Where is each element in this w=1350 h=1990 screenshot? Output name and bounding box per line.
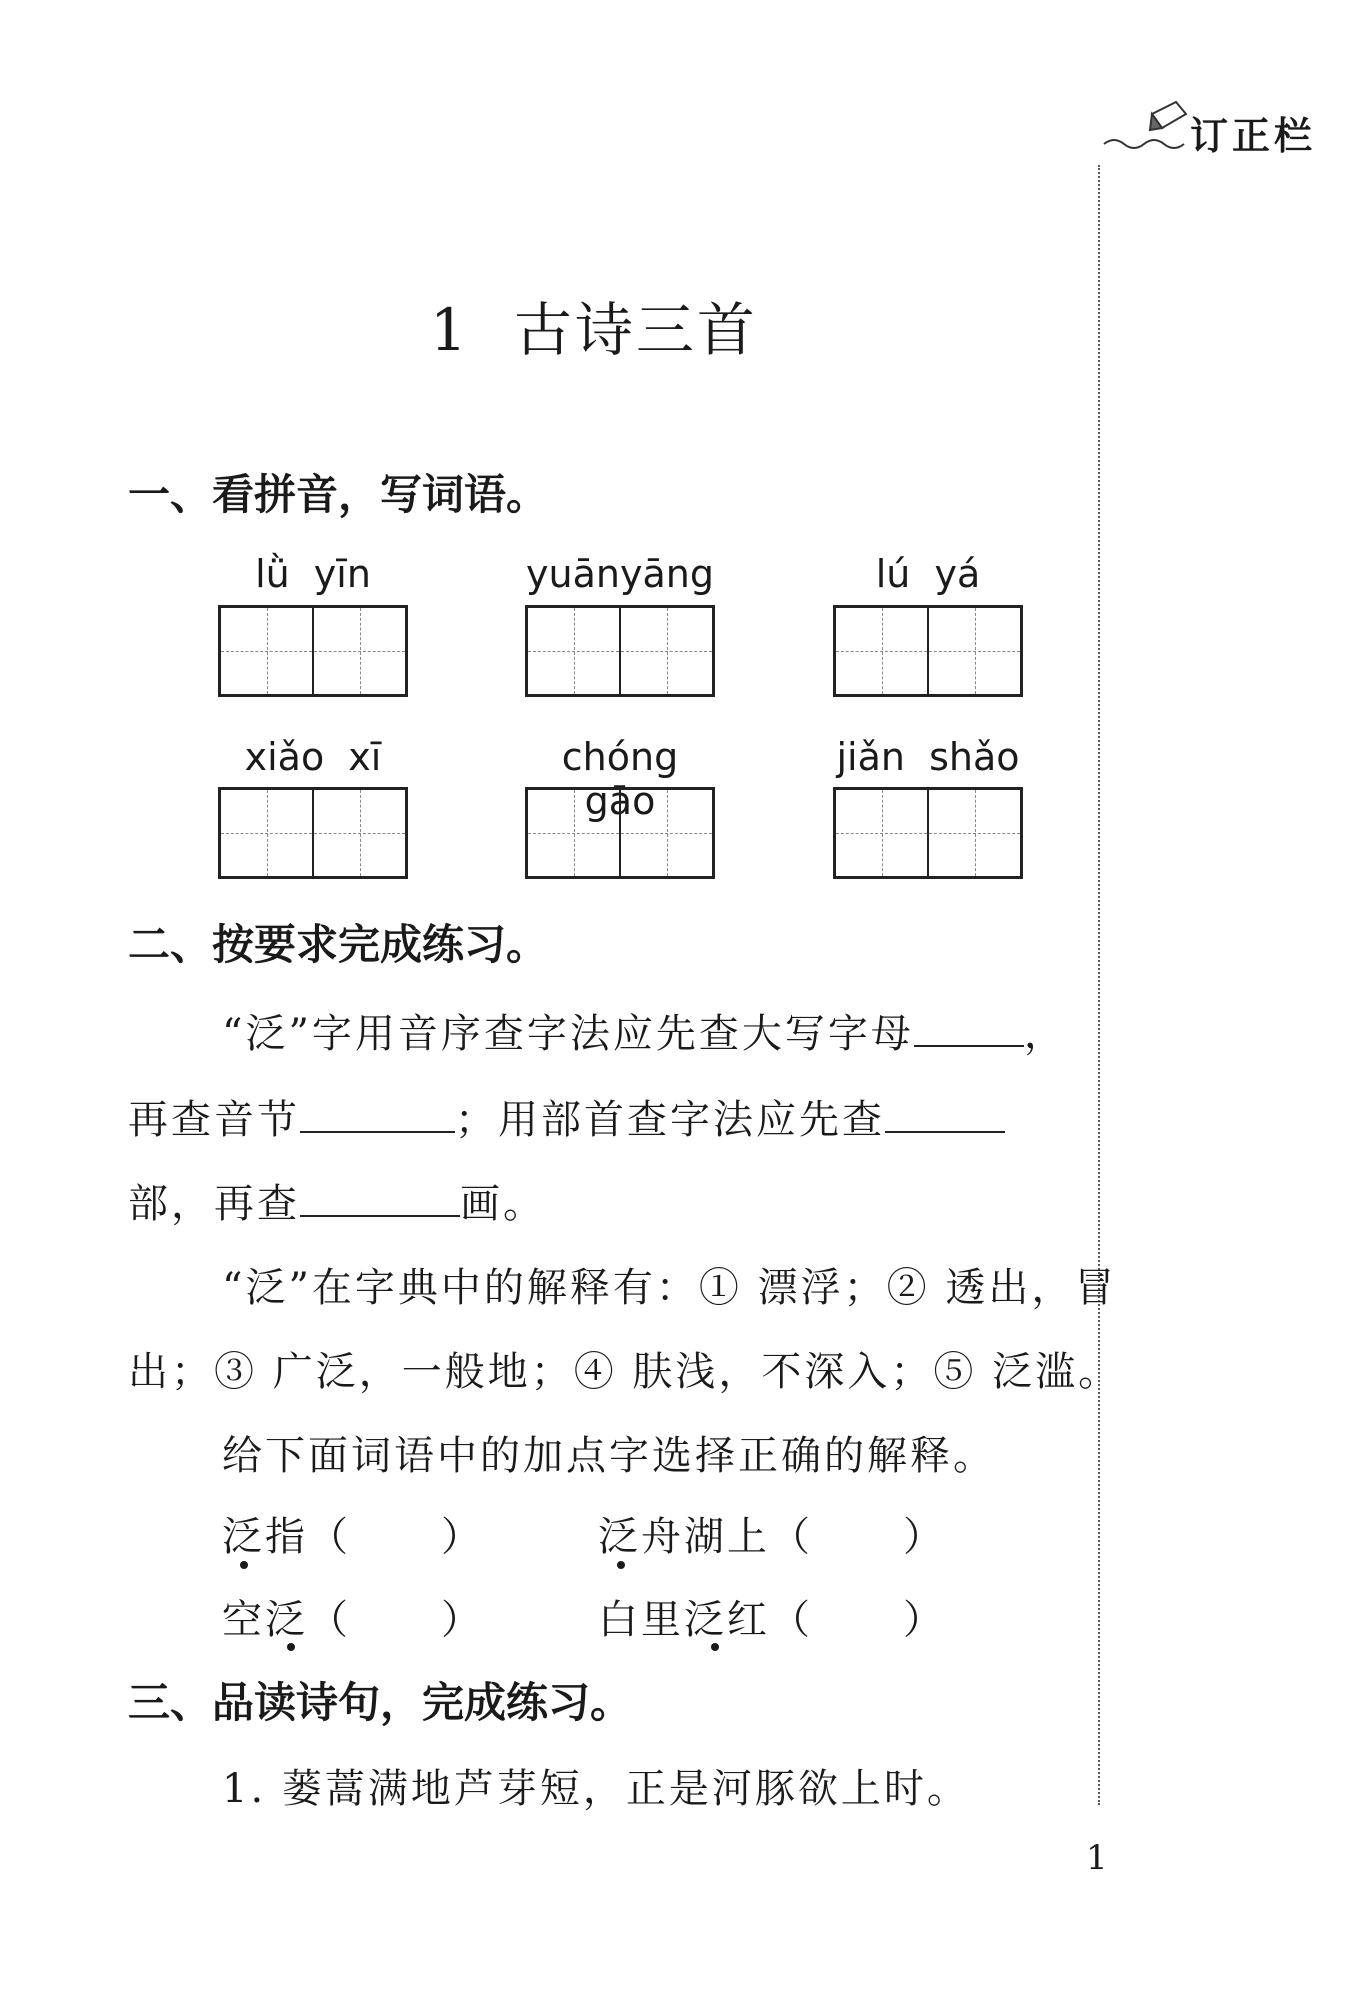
correction-column-title: 订正栏	[1190, 114, 1317, 158]
exercise-text: “泛”字用音序查字法应先查大写字母	[222, 1011, 914, 1057]
writing-grid[interactable]	[525, 787, 715, 879]
section-heading-1: 一、看拼音，写词语。	[128, 470, 549, 519]
exercise-text: 画。	[460, 1181, 546, 1227]
pinyin-label: xiǎo xī	[244, 735, 382, 779]
choice-item	[222, 1505, 484, 1562]
exercise-line	[128, 1172, 546, 1229]
answer-blank[interactable]	[914, 1005, 1024, 1047]
pinyin-label: jiǎn shǎo	[836, 735, 1020, 779]
answer-blank[interactable]	[885, 1091, 1005, 1133]
paren-close: ）	[903, 1597, 946, 1643]
pinyin-label: chóng gāo	[561, 735, 679, 823]
emphasis-dot	[711, 1643, 719, 1651]
choice-word: 泛舟湖上	[598, 1514, 770, 1560]
paren-close: ）	[903, 1514, 946, 1560]
exercise-line	[222, 1002, 1067, 1059]
lesson-title-text: 古诗三首	[513, 296, 758, 364]
pencil-icon	[1100, 96, 1195, 156]
lesson-number: 1	[430, 296, 470, 364]
section-heading-2: 二、按要求完成练习。	[128, 920, 549, 969]
writing-grid[interactable]	[525, 605, 715, 697]
pinyin-label: lú yá	[875, 552, 981, 596]
paren-open: （	[308, 1514, 351, 1560]
choice-word: 白里泛红	[598, 1597, 770, 1643]
lesson-title	[430, 283, 758, 367]
choice-item	[598, 1505, 946, 1562]
writing-grid[interactable]	[218, 605, 408, 697]
definition-line: 出；③ 广泛，一般地；④ 肤浅，不深入；⑤ 泛滥。	[128, 1349, 1122, 1395]
paren-open: （	[308, 1597, 351, 1643]
instruction-line: 给下面词语中的加点字选择正确的解释。	[222, 1433, 996, 1479]
emphasis-dot	[240, 1561, 248, 1569]
emphasis-dot	[617, 1561, 625, 1569]
paren-close: ）	[441, 1597, 484, 1643]
correction-divider	[1098, 165, 1100, 1805]
choice-word: 泛指	[222, 1514, 308, 1560]
exercise-text: 部，再查	[128, 1181, 300, 1227]
definition-line: “泛”在字典中的解释有：① 漂浮；② 透出，冒	[222, 1265, 1118, 1311]
answer-blank[interactable]	[300, 1175, 460, 1217]
pinyin-label: yuānyāng	[526, 552, 714, 596]
writing-grid[interactable]	[833, 787, 1023, 879]
section-heading-3: 三、品读诗句，完成练习。	[128, 1678, 633, 1727]
poem-line: 1. 蒌蒿满地芦芽短，正是河豚欲上时。	[222, 1766, 970, 1812]
exercise-text: ；用部首查字法应先查	[455, 1097, 885, 1143]
paren-close: ）	[441, 1514, 484, 1560]
choice-item	[598, 1588, 946, 1645]
writing-grid[interactable]	[833, 605, 1023, 697]
paren-open: （	[770, 1514, 813, 1560]
page-number: 1	[1086, 1838, 1108, 1878]
exercise-text: ，	[1023, 1011, 1067, 1057]
writing-grid[interactable]	[218, 787, 408, 879]
exercise-line	[128, 1088, 1005, 1145]
paren-open: （	[770, 1597, 813, 1643]
emphasis-dot	[287, 1643, 295, 1651]
answer-blank[interactable]	[300, 1091, 455, 1133]
pinyin-label: lǜ yīn	[255, 552, 371, 596]
choice-item	[222, 1588, 484, 1645]
choice-word: 空泛	[222, 1597, 308, 1643]
exercise-text: 再查音节	[128, 1097, 300, 1143]
